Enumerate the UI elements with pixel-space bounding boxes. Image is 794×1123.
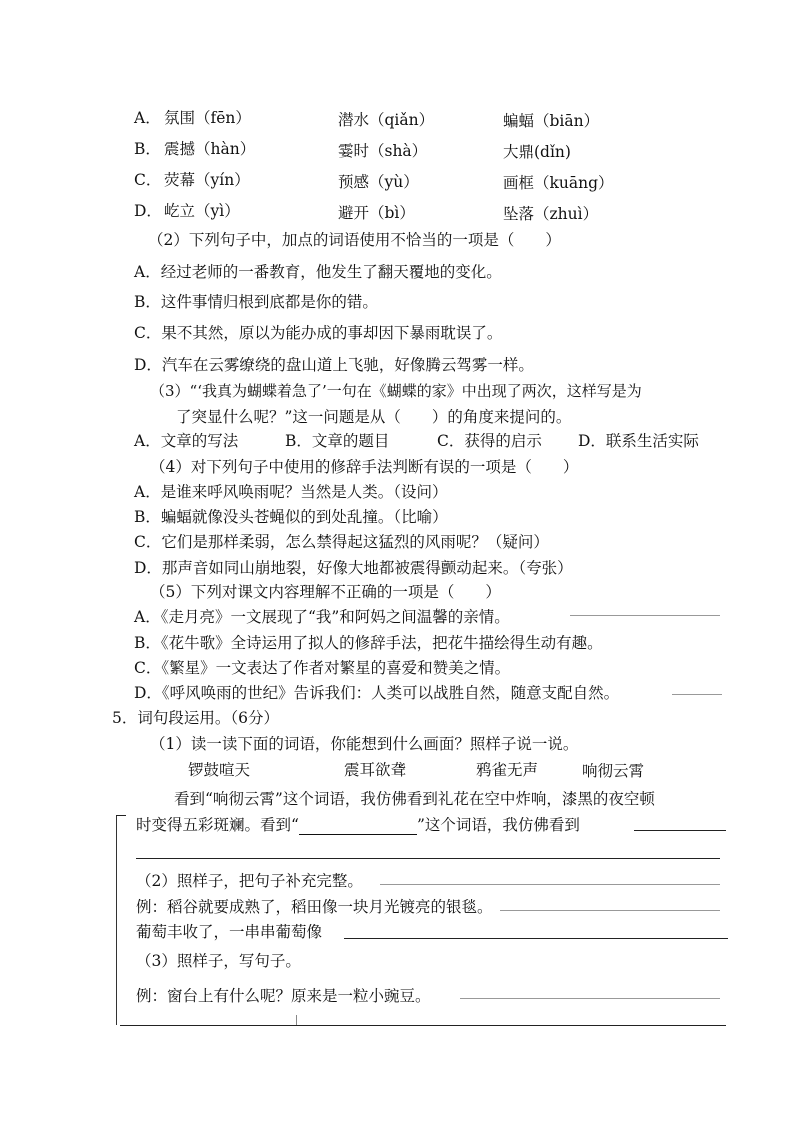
q3-stem-line2: 了突显什么呢？”这一问题是从（ ）的角度来提问的。 xyxy=(176,408,572,426)
q5-option-b: B．《花牛歌》全诗运用了拟人的修辞手法，把花牛描绘得生动有趣。 xyxy=(134,634,603,652)
s5-word-4: 响彻云霄 xyxy=(582,762,645,780)
stray-line xyxy=(500,910,720,911)
picture-answer-blank-1[interactable] xyxy=(634,830,726,831)
q2-stem: （2）下列句子中，加点的词语使用不恰当的一项是（ ） xyxy=(148,231,561,249)
s5-part2-prompt: 葡萄丰收了，一串串葡萄像 xyxy=(136,923,323,941)
q1-option-a-letter: A． xyxy=(134,109,161,127)
q3-option-c: C．获得的启示 xyxy=(437,432,542,450)
s5-word-1: 锣鼓喧天 xyxy=(188,761,251,779)
stray-line xyxy=(570,615,720,616)
q3-option-d: D．联系生活实际 xyxy=(578,432,699,450)
q4-option-b: B．蝙蝠就像没头苍蝇似的到处乱撞。（比喻） xyxy=(134,508,448,526)
q1-option-c-word1: 荧幕（yín） xyxy=(164,171,250,189)
s5-part2-stem: （2）照样子，把句子补充完整。 xyxy=(136,872,363,890)
s5-example-line2-end: ”这个词语，我仿佛看到 xyxy=(416,816,580,834)
q1-option-a-word2: 潜水（qiǎn） xyxy=(338,111,435,129)
q3-stem-line1: （3）“‘我真为蝴蝶着急了’一句在《蝴蝶的家》中出现了两次，这样写是为 xyxy=(150,382,642,400)
q2-option-a: A．经过老师的一番教育，他发生了翻天覆地的变化。 xyxy=(134,263,502,281)
q3-option-a: A．文章的写法 xyxy=(134,432,239,450)
q1-option-a-word3: 蝙蝠（biān） xyxy=(503,112,600,130)
s5-example-line2-start: 时变得五彩斑斓。看到“ xyxy=(136,816,299,834)
s5-word-3: 鸦雀无声 xyxy=(476,761,539,779)
q4-option-c: C．它们是那样柔弱，怎么禁得起这猛烈的风雨呢？（疑问） xyxy=(134,533,549,551)
q1-option-c-word3: 画框（kuāng） xyxy=(503,174,614,192)
q5-stem: （5）下列对课文内容理解不正确的一项是（ ） xyxy=(150,583,501,601)
q5-option-a: A．《走月亮》一文展现了“我”和阿妈之间温馨的亲情。 xyxy=(134,608,510,626)
q5-option-c: C．《繁星》一文表达了作者对繁星的喜爱和赞美之情。 xyxy=(134,659,511,677)
q2-option-c: C．果不其然，原以为能办成的事却因下暴雨耽误了。 xyxy=(134,324,503,342)
q4-option-d: D．那声音如同山崩地裂，好像大地都被震得颤动起来。（夸张） xyxy=(134,559,573,577)
stray-mark xyxy=(296,1015,297,1025)
q4-option-a: A．是谁来呼风唤雨呢？当然是人类。（设问） xyxy=(134,483,448,501)
answer-frame-tick xyxy=(116,815,126,816)
picture-answer-blank-2[interactable] xyxy=(136,858,720,859)
q1-option-d-word1: 屹立（yì） xyxy=(164,202,240,220)
section-5-heading: 5．词句段运用。（6分） xyxy=(112,709,279,727)
s5-example-line2 xyxy=(136,815,580,835)
s5-example-line1: 看到“响彻云霄”这个词语，我仿佛看到礼花在空中炸响，漆黑的夜空顿 xyxy=(174,790,655,808)
q1-option-b-word1: 震撼（hàn） xyxy=(164,140,256,158)
q1-option-d-letter: D． xyxy=(134,202,162,220)
q1-option-b-word2: 霎时（shà） xyxy=(338,142,428,160)
q1-option-c-letter: C． xyxy=(134,171,162,189)
q2-option-b: B．这件事情归根到底都是你的错。 xyxy=(134,293,378,311)
answer-frame-left xyxy=(116,815,117,1025)
stray-line xyxy=(380,884,720,885)
q4-stem: （4）对下列句子中使用的修辞手法判断有误的一项是（ ） xyxy=(150,458,579,476)
q1-option-d-word2: 避开（bì） xyxy=(338,204,415,222)
q1-option-a-word1: 氛围（fēn） xyxy=(164,109,251,127)
q1-option-b-letter: B． xyxy=(134,140,161,158)
q5-option-d: D．《呼风唤雨的世纪》告诉我们：人类可以战胜自然，随意支配自然。 xyxy=(134,684,620,702)
stray-line xyxy=(460,998,720,999)
s5-part3-example: 例：窗台上有什么呢？原来是一粒小豌豆。 xyxy=(136,987,431,1005)
sentence-answer-blank[interactable] xyxy=(120,1025,726,1026)
q1-option-d-word3: 坠落（zhuì） xyxy=(503,205,599,223)
s5-part1-stem: （1）读一读下面的词语，你能想到什么画面？照样子说一说。 xyxy=(150,735,579,753)
q1-option-c-word2: 预感（yù） xyxy=(338,173,419,191)
s5-word-2: 震耳欲聋 xyxy=(344,761,407,779)
q1-option-b-word3: 大鼎(dǐn) xyxy=(503,143,571,161)
q2-option-d: D．汽车在云雾缭绕的盘山道上飞驰，好像腾云驾雾一样。 xyxy=(134,356,534,374)
stray-line xyxy=(672,694,722,695)
word-answer-blank[interactable] xyxy=(299,818,417,835)
q3-option-b: B．文章的题目 xyxy=(285,432,390,450)
grape-answer-blank[interactable] xyxy=(344,938,728,939)
s5-part2-example: 例：稻谷就要成熟了，稻田像一块月光镀亮的银毯。 xyxy=(136,898,493,916)
s5-part3-stem: （3）照样子，写句子。 xyxy=(136,952,301,970)
